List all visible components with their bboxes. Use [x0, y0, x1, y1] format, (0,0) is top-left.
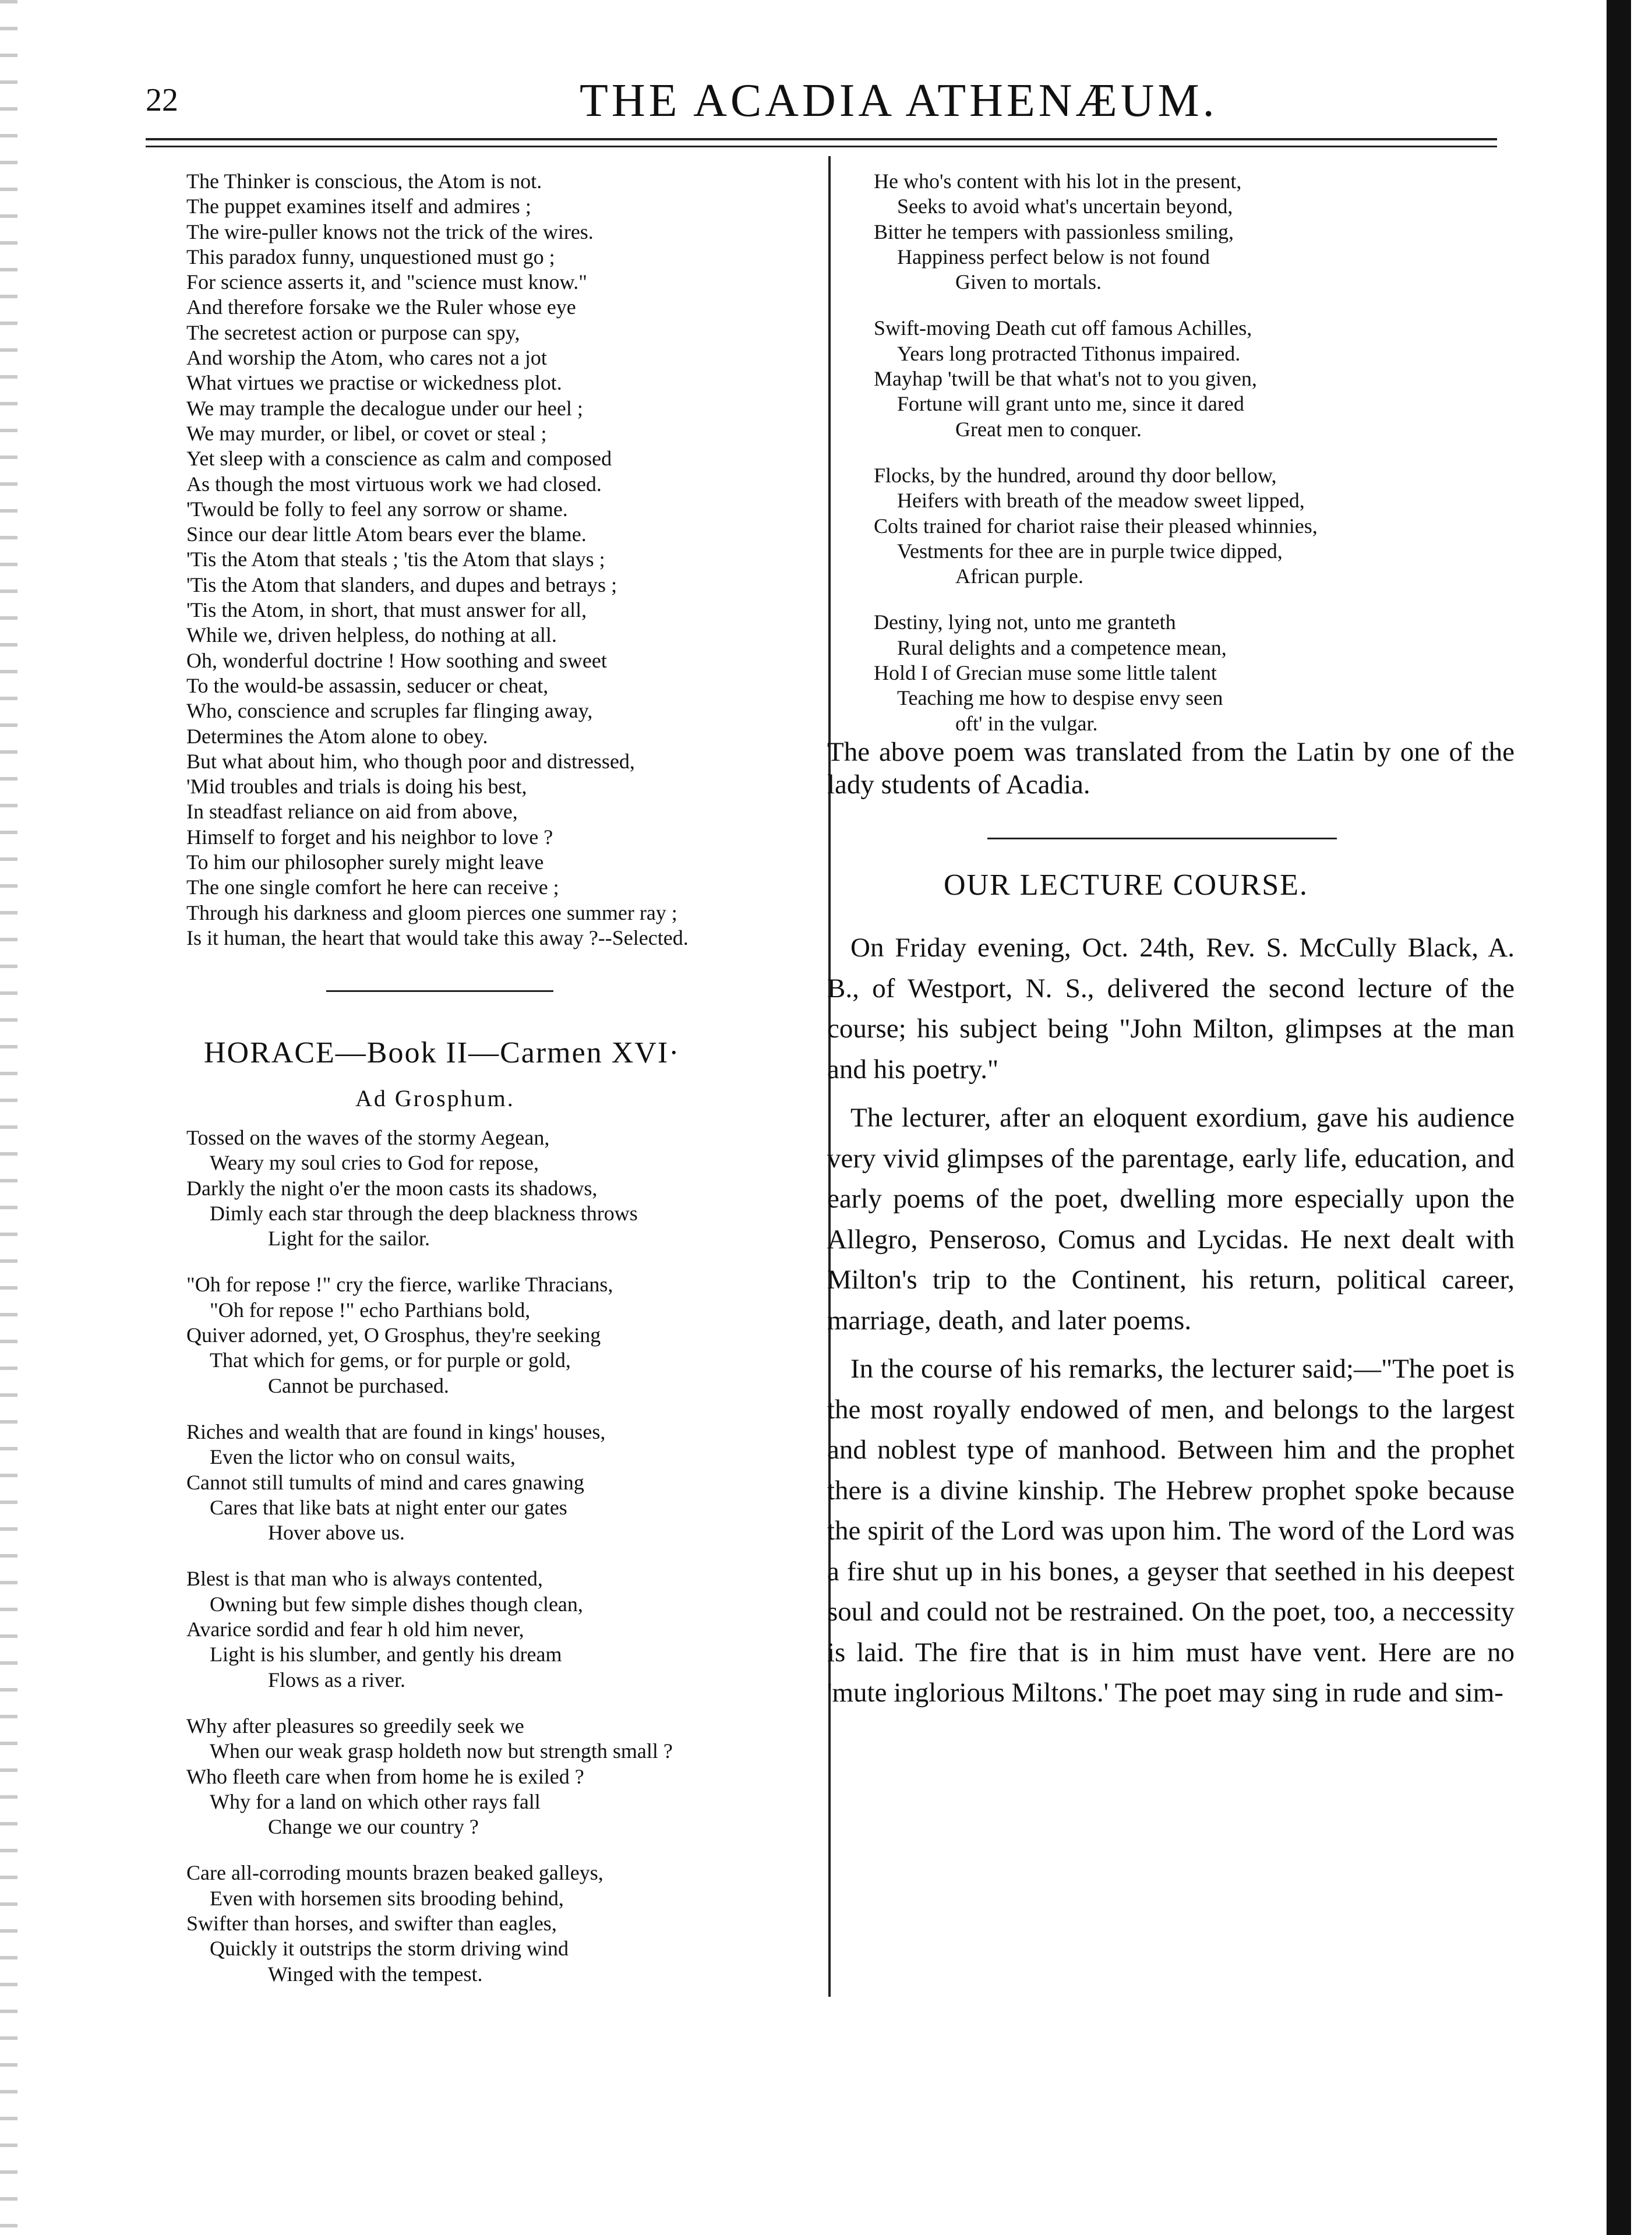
- poem-line: The secretest action or purpose can spy,: [186, 320, 520, 344]
- stanza: [874, 463, 1318, 589]
- poem-line: And therefore forsake we the Ruler whose eye: [186, 295, 576, 319]
- poem-line: For science asserts it, and "science must know.": [186, 270, 587, 294]
- poem-line: Through his darkness and gloom pierces one summer ray ;: [186, 901, 677, 924]
- poem-line: Winged with the tempest.: [268, 1962, 483, 1986]
- poem-line: Why for a land on which other rays fall: [210, 1789, 541, 1813]
- poem-line: And worship the Atom, who cares not a jot: [186, 346, 547, 370]
- poem-line: Flows as a river.: [268, 1668, 405, 1692]
- poem-line: In steadfast reliance on aid from above,: [186, 800, 518, 824]
- poem-line: Cares that like bats at night enter our gates: [210, 1495, 567, 1519]
- poem-line: Even with horsemen sits brooding behind,: [210, 1886, 564, 1910]
- poem-line: Hover above us.: [268, 1521, 405, 1545]
- poem-line: Great men to conquer.: [955, 417, 1142, 441]
- poem-line: oft' in the vulgar.: [955, 711, 1098, 735]
- poem-line: We may murder, or libel, or covet or steal ;: [186, 421, 547, 445]
- poem-line: The Thinker is conscious, the Atom is not.: [186, 170, 542, 193]
- poem-line: Is it human, the heart that would take this away ?--Selected.: [186, 926, 689, 949]
- poem-line: "Oh for repose !" cry the fierce, warlike Thracians,: [186, 1273, 613, 1297]
- stanza: [186, 1272, 673, 1398]
- stanza: [186, 1566, 673, 1692]
- poem-line: Oh, wonderful doctrine ! How soothing and sweet: [186, 648, 607, 672]
- poem-line: Fortune will grant unto me, since it dared: [897, 392, 1244, 416]
- poem-line: Colts trained for chariot raise their pleased whinnies,: [874, 514, 1318, 538]
- poem-line: Quiver adorned, yet, O Grosphus, they're seeking: [186, 1323, 601, 1347]
- horace-title: HORACE—Book II—Carmen XVI·: [204, 1036, 680, 1069]
- poem-line: The puppet examines itself and admires ;: [186, 195, 531, 218]
- poem-line: Rural delights and a competence mean,: [897, 635, 1227, 659]
- page-number: 22: [146, 82, 178, 118]
- poem-line: When our weak grasp holdeth now but strength small ?: [210, 1739, 673, 1763]
- translation-note: The above poem was translated from the Latin by one of the lady students of Acadia.: [827, 737, 1515, 800]
- horace-poem: [186, 1125, 673, 1987]
- horace-poem-continued: [874, 169, 1318, 736]
- poem-line: 'Tis the Atom, in short, that must answer for all,: [186, 598, 587, 622]
- poem-line: Determines the Atom alone to obey.: [186, 724, 488, 748]
- poem-line: Light for the sailor.: [268, 1227, 430, 1251]
- stanza: [874, 316, 1318, 442]
- poem-line: To him our philosopher surely might leave: [186, 850, 544, 874]
- poem-line: Cannot be purchased.: [268, 1374, 449, 1397]
- poem-line: Dimly each star through the deep blackness throws: [210, 1201, 638, 1225]
- poem-line: Mayhap 'twill be that what's not to you given,: [874, 367, 1257, 391]
- poem-line: Seeks to avoid what's uncertain beyond,: [897, 195, 1233, 218]
- poem-line: Care all-corroding mounts brazen beaked galleys,: [186, 1861, 603, 1885]
- poem-line: 'Tis the Atom that slanders, and dupes and betrays ;: [186, 573, 617, 596]
- poem-line: Himself to forget and his neighbor to love ?: [186, 825, 553, 849]
- poem-line: Cannot still tumults of mind and cares gnawing: [186, 1470, 584, 1494]
- poem-line: But what about him, who though poor and distressed,: [186, 749, 635, 773]
- poem-line: Swifter than horses, and swifter than eagles,: [186, 1912, 557, 1936]
- thinker-poem: [186, 169, 689, 951]
- stanza: [186, 1714, 673, 1839]
- poem-line: This paradox funny, unquestioned must go ;: [186, 245, 555, 269]
- lecture-paragraph: The lecturer, after an eloquent exordium, gave his audience very vivid glimpses of the parentage, early life, education, and early poems of the poet, dwelling more especially upon the Allegro, Penseroso, Comus and Lycidas. He next dealt with Milton's trip to the Continent, his return, political career, marriage, death, and later poems.: [827, 1103, 1515, 1336]
- poem-line: Weary my soul cries to God for repose,: [210, 1151, 539, 1175]
- scan-edge-marks: [0, 0, 17, 2235]
- poem-line: We may trample the decalogue under our heel ;: [186, 396, 583, 420]
- lecture-paragraph: On Friday evening, Oct. 24th, Rev. S. McCully Black, A. B., of Westport, N. S., delivered the second lecture of the course; his subject being "John Milton, glimpses at the man and his poetry.": [827, 933, 1515, 1085]
- poem-line: Avarice sordid and fear h old him never,: [186, 1618, 524, 1641]
- scan-edge-bar: [1607, 0, 1631, 2235]
- lecture-heading: OUR LECTURE COURSE.: [944, 868, 1308, 902]
- poem-line: Who, conscience and scruples far flinging away,: [186, 699, 593, 723]
- poem-line: Heifers with breath of the meadow sweet lipped,: [897, 489, 1305, 513]
- lecture-paragraph: In the course of his remarks, the lecturer said;—"The poet is the most royally endowed of men, and belongs to the largest and noblest type of manhood. Between him and the prophet there is a divine kinship. The Hebrew prophet spoke because the spirit of the Lord was upon him. The word of the Lord was a fire shut up in his bones, a geyser that seethed in his deepest soul and could not be restrained. On the poet, too, a neccessity is laid. The fire that is in him must have vent. Here are no 'mute inglorious Miltons.' The poet may sing in rude and sim-: [827, 1354, 1515, 1708]
- header-rule: [146, 138, 1497, 140]
- poem-line: Even the lictor who on consul waits,: [210, 1445, 516, 1469]
- journal-title: THE ACADIA ATHENÆUM.: [580, 75, 1218, 126]
- horace-subtitle: Ad Grosphum.: [355, 1085, 515, 1111]
- poem-line: Vestments for thee are in purple twice dipped,: [897, 539, 1283, 563]
- poem-line: To the would-be assassin, seducer or cheat,: [186, 673, 549, 697]
- poem-line: Years long protracted Tithonus impaired.: [897, 341, 1241, 365]
- poem-line: Bitter he tempers with passionless smiling,: [874, 220, 1234, 243]
- stanza: [186, 1125, 673, 1251]
- section-rule: [326, 990, 553, 992]
- poem-line: Riches and wealth that are found in kings' houses,: [186, 1420, 606, 1443]
- poem-line: African purple.: [955, 564, 1083, 588]
- stanza: [186, 1860, 673, 1986]
- stanza: [186, 1420, 673, 1545]
- poem-line: As though the most virtuous work we had closed.: [186, 472, 602, 496]
- poem-line: "Oh for repose !" echo Parthians bold,: [210, 1298, 531, 1322]
- poem-line: Change we our country ?: [268, 1815, 479, 1839]
- poem-line: Blest is that man who is always contented,: [186, 1567, 543, 1591]
- poem-line: Swift-moving Death cut off famous Achilles,: [874, 316, 1252, 340]
- poem-line: He who's content with his lot in the present,: [874, 170, 1242, 193]
- poem-line: Light is his slumber, and gently his dream: [210, 1643, 562, 1666]
- poem-line: Who fleeth care when from home he is exiled ?: [186, 1764, 584, 1788]
- poem-line: Since our dear little Atom bears ever the blame.: [186, 522, 587, 546]
- poem-line: The one single comfort he here can receive ;: [186, 875, 559, 899]
- header-rule-secondary: [146, 146, 1497, 147]
- stanza: [874, 169, 1318, 295]
- poem-line: Hold I of Grecian muse some little talent: [874, 661, 1217, 685]
- poem-line: Teaching me how to despise envy seen: [897, 686, 1223, 710]
- poem-line: Quickly it outstrips the storm driving wind: [210, 1937, 569, 1961]
- poem-line: The wire-puller knows not the trick of the wires.: [186, 220, 594, 243]
- poem-line: What virtues we practise or wickedness plot.: [186, 371, 562, 395]
- poem-line: While we, driven helpless, do nothing at all.: [186, 623, 557, 647]
- lecture-article: [827, 928, 1515, 1714]
- section-rule: [987, 838, 1337, 839]
- stanza: [874, 610, 1318, 736]
- poem-line: 'Twould be folly to feel any sorrow or shame.: [186, 497, 568, 521]
- poem-line: That which for gems, or for purple or gold,: [210, 1348, 571, 1372]
- poem-line: 'Mid troubles and trials is doing his best,: [186, 775, 527, 799]
- poem-line: Tossed on the waves of the stormy Aegean,: [186, 1126, 550, 1149]
- poem-line: Owning but few simple dishes though clean,: [210, 1592, 583, 1616]
- poem-line: Yet sleep with a conscience as calm and composed: [186, 447, 612, 471]
- poem-line: Darkly the night o'er the moon casts its shadows,: [186, 1176, 598, 1200]
- poem-line: Given to mortals.: [955, 270, 1102, 294]
- poem-line: Flocks, by the hundred, around thy door bellow,: [874, 463, 1277, 487]
- poem-line: Happiness perfect below is not found: [897, 245, 1210, 269]
- poem-line: Why after pleasures so greedily seek we: [186, 1714, 524, 1738]
- poem-line: Destiny, lying not, unto me granteth: [874, 610, 1176, 634]
- poem-line: 'Tis the Atom that steals ; 'tis the Atom that slays ;: [186, 548, 605, 571]
